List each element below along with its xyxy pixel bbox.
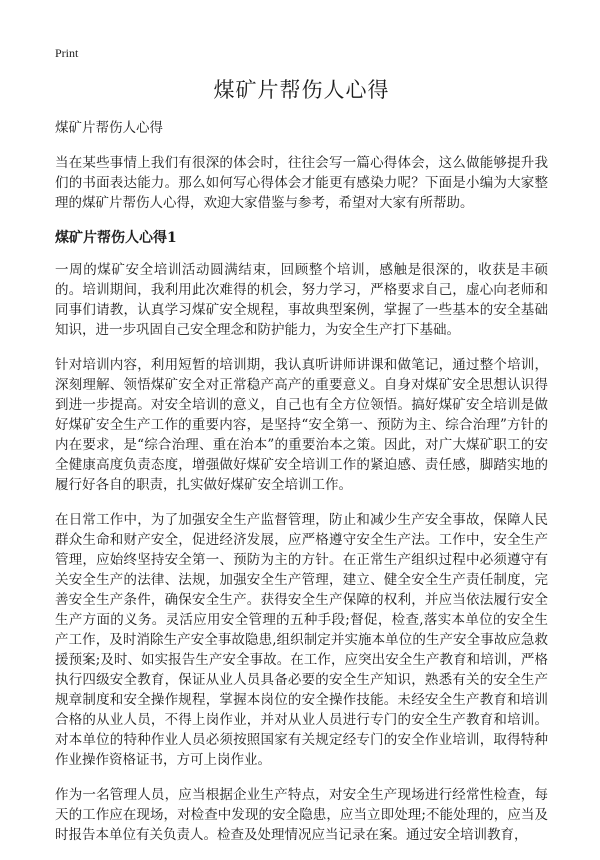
print-link[interactable]: Print [55, 46, 79, 60]
document-subtitle: 煤矿片帮伤人心得 [55, 120, 163, 136]
body-paragraph: 作为一名管理人员，应当根据企业生产特点，对安全生产现场进行经常性检查，每天的工作应在现场，对检查中发现的安全隐患，应当立即处理;不能处理的，应当及时报告本单位有关负责人。检查及处理情况应当记录在案。通过安全培训教育， [55, 787, 548, 843]
body-paragraph: 针对培训内容，利用短暂的培训期，我认真听讲师讲课和做笔记，通过整个培训，深刻理解、领悟煤矿安全对正常稳产高产的重要意义。自身对煤矿安全思想认识得到进一步提高。对安全培训的意义，自己也有全方位领悟。搞好煤矿安全培训是做好煤矿安全生产工作的重要内容，是坚持“安全第一、预防为主、综合治理”方针的内在要求，是“综合治理、重在治本”的重要治本之策。因此，对广大煤矿职工的安全健康高度负责态度，增强做好煤矿安全培训工作的紧迫感、责任感，脚踏实地的履行好各自的职责，扎实做好煤矿安全培训工作。 [55, 357, 548, 493]
page-title: 煤矿片帮伤人心得 [213, 78, 390, 102]
document-content [55, 76, 548, 860]
section-heading: 煤矿片帮伤人心得1 [55, 230, 177, 246]
body-paragraph: 一周的煤矿安全培训活动圆满结束，回顾整个培训，感触是很深的，收获是丰硕的。培训期间，我利用此次难得的机会，努力学习，严格要求自己，虚心向老师和同事们请教，认真学习煤矿安全规程，事故典型案例，掌握了一些基本的安全基础知识，进一步巩固自己安全理念和防护能力，为安全生产打下基础。 [55, 262, 548, 338]
intro-paragraph: 当在某些事情上我们有很深的体会时，往往会写一篇心得体会，这么做能够提升我们的书面表达能力。那么如何写心得体会才能更有感染力呢？下面是小编为大家整理的煤矿片帮伤人心得，欢迎大家借鉴与参考，希望对大家有所帮助。 [55, 155, 548, 211]
body-paragraph: 在日常工作中，为了加强安全生产监督管理，防止和减少生产安全事故，保障人民群众生命和财产安全，促进经济发展，应严格遵守安全生产法。工作中，安全生产管理，应始终坚持安全第一、预防为主的方针。在正常生产组织过程中必须遵守有关安全生产的法律、法规，加强安全生产管理，建立、健全安全生产责任制度，完善安全生产条件，确保安全生产。获得安全生产保障的权利，并应当依法履行安全生产方面的义务。灵活应用安全管理的五种手段;督促，检查,落实本单位的安全生产工作，及时消除生产安全事故隐患,组织制定并实施本单位的生产安全事故应急救援预案;及时、如实报告生产安全事故。在工作，应突出安全生产教育和培训，严格执行四级安全教育，保证从业人员具备必要的安全生产知识，熟悉有关的安全生产规章制度和安全操作规程，掌握本岗位的安全操作技能。未经安全生产教育和培训合格的从业人员，不得上岗作业，并对从业人员进行专门的安全生产教育和培训。对本单位的特种作业人员必须按照国家有关规定经专门的安全作业培训，取得特种作业操作资格证书，方可上岗作业。 [55, 512, 548, 768]
